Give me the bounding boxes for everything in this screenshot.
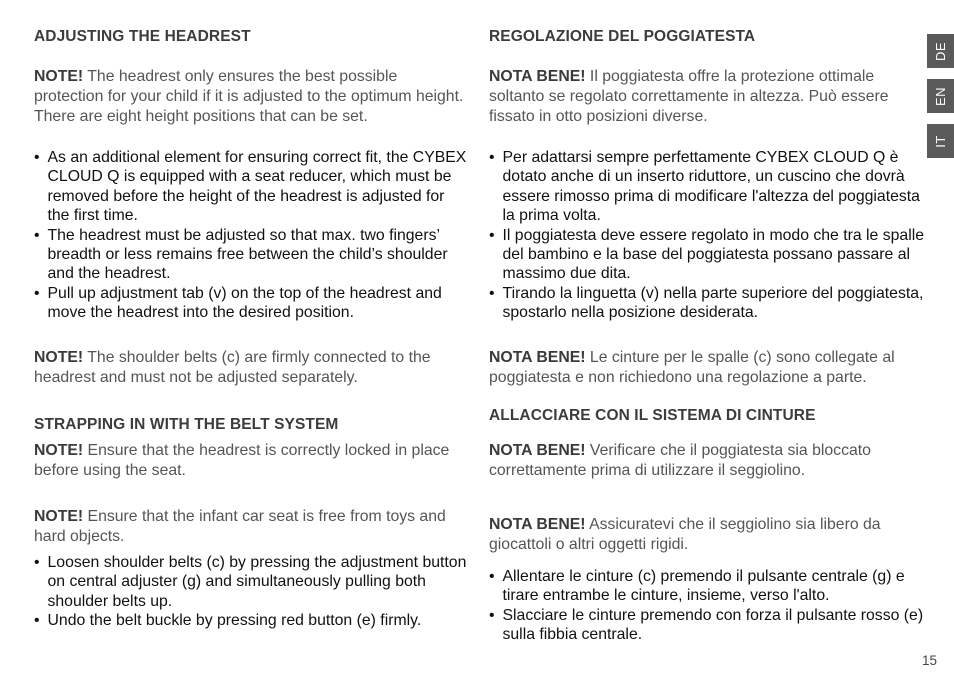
note-text: Assicuratevi che il seggiolino sia libero da giocattoli o altri oggetti rigidi.	[489, 516, 881, 553]
list-item-text: The headrest must be adjusted so that max. two fingers’ breadth or less remains free between the child’s shoulder and the headrest.	[47, 226, 448, 283]
note-label: NOTA BENE!	[489, 442, 586, 459]
note-headrest-locked-en	[34, 441, 470, 481]
note-text: Ensure that the infant car seat is free from toys and hard objects.	[34, 508, 446, 545]
note-label: NOTA BENE!	[489, 516, 586, 533]
note-free-from-toys-en	[34, 507, 470, 547]
language-tab-label: EN	[933, 86, 948, 106]
note-text: Il poggiatesta offre la protezione ottimale soltanto se regolato correttamente in altezza. Può essere fissato in otto posizioni diverse.	[489, 68, 889, 125]
page-number: 15	[922, 653, 938, 668]
list-item	[34, 148, 470, 226]
list-item	[34, 284, 470, 323]
note-label: NOTE!	[34, 68, 84, 85]
list-item-text: Loosen shoulder belts (c) by pressing the adjustment button on central adjuster (g) and simultaneously pulling both shoulder belts up.	[47, 554, 467, 610]
note-shoulder-belts-en	[34, 348, 470, 388]
headrest-bullet-list-en	[34, 148, 470, 323]
headrest-heading-it: REGOLAZIONE DEL POGGIATESTA	[489, 28, 756, 45]
bullet-icon: •	[34, 284, 40, 302]
strapping-bullet-list-it	[489, 567, 925, 645]
list-item	[489, 606, 925, 645]
list-item-text: Slacciare le cinture premendo con forza il pulsante rosso (e) sulla fibbia centrale.	[502, 606, 924, 644]
note-headrest-it	[489, 67, 925, 127]
language-tab-it[interactable]	[927, 124, 954, 158]
list-item	[34, 553, 470, 611]
bullet-icon: •	[489, 226, 495, 244]
bullet-icon: •	[489, 284, 495, 302]
language-tab-de[interactable]	[927, 34, 954, 68]
note-text: Le cinture per le spalle (c) sono collegate al poggiatesta e non richiedono una regolazione a parte.	[489, 349, 895, 386]
list-item	[489, 284, 925, 323]
bullet-icon: •	[34, 554, 40, 571]
list-item	[489, 226, 925, 284]
list-item-text: Il poggiatesta deve essere regolato in modo che tra le spalle del bambino e la base del poggiatesta possano passare al massimo due dita.	[502, 226, 925, 283]
note-text: The headrest only ensures the best possible protection for your child if it is adjusted to the optimum height. There are eight height positions that can be set.	[34, 68, 464, 125]
language-tab-label: DE	[933, 41, 948, 61]
strapping-heading-en: STRAPPING IN WITH THE BELT SYSTEM	[34, 416, 339, 433]
bullet-icon: •	[489, 568, 495, 585]
bullet-icon: •	[489, 149, 495, 166]
bullet-icon: •	[34, 226, 40, 244]
list-item	[34, 226, 470, 284]
note-headrest-locked-it	[489, 441, 925, 481]
bullet-icon: •	[489, 606, 495, 624]
note-label: NOTE!	[34, 508, 84, 525]
note-shoulder-belts-it	[489, 348, 925, 388]
note-text: The shoulder belts (c) are firmly connected to the headrest and must not be adjusted separately.	[34, 349, 431, 386]
note-label: NOTA BENE!	[489, 349, 586, 366]
headrest-bullet-list-it	[489, 148, 925, 323]
note-text: Ensure that the headrest is correctly locked in place before using the seat.	[34, 442, 450, 479]
list-item	[34, 611, 470, 630]
headrest-heading-en: ADJUSTING THE HEADREST	[34, 28, 251, 45]
note-free-from-toys-it	[489, 515, 925, 555]
language-tab-label: IT	[933, 134, 948, 148]
list-item	[489, 567, 925, 606]
list-item-text: Allentare le cinture (c) premendo il pulsante centrale (g) e tirare entrambe le cinture, insieme, verso l'alto.	[502, 568, 905, 605]
strapping-bullet-list-en	[34, 553, 470, 631]
list-item	[489, 148, 925, 226]
list-item-text: Pull up adjustment tab (v) on the top of the headrest and move the headrest into the desired position.	[47, 284, 442, 322]
list-item-text: Undo the belt buckle by pressing red button (e) firmly.	[47, 612, 422, 630]
language-tab-en[interactable]	[927, 79, 954, 113]
note-label: NOTE!	[34, 349, 84, 366]
strapping-heading-it: ALLACCIARE CON IL SISTEMA DI CINTURE	[489, 407, 816, 424]
note-headrest-en	[34, 67, 470, 127]
note-text: Verificare che il poggiatesta sia bloccato correttamente prima di utilizzare il seggiolino.	[489, 442, 871, 479]
note-label: NOTA BENE!	[489, 68, 586, 85]
list-item-text: Tirando la linguetta (v) nella parte superiore del poggiatesta, spostarlo nella posizione desiderata.	[502, 284, 924, 322]
note-label: NOTE!	[34, 442, 84, 459]
bullet-icon: •	[34, 612, 40, 630]
list-item-text: As an additional element for ensuring correct fit, the CYBEX CLOUD Q is equipped with a seat reducer, which must be removed before the height of the headrest is adjusted for the first time.	[47, 149, 467, 225]
bullet-icon: •	[34, 149, 40, 166]
list-item-text: Per adattarsi sempre perfettamente CYBEX CLOUD Q è dotato anche di un inserto riduttore, un cuscino che dovrà essere rimosso prima di modificare l'altezza del poggiatesta la prima volta.	[502, 149, 920, 225]
